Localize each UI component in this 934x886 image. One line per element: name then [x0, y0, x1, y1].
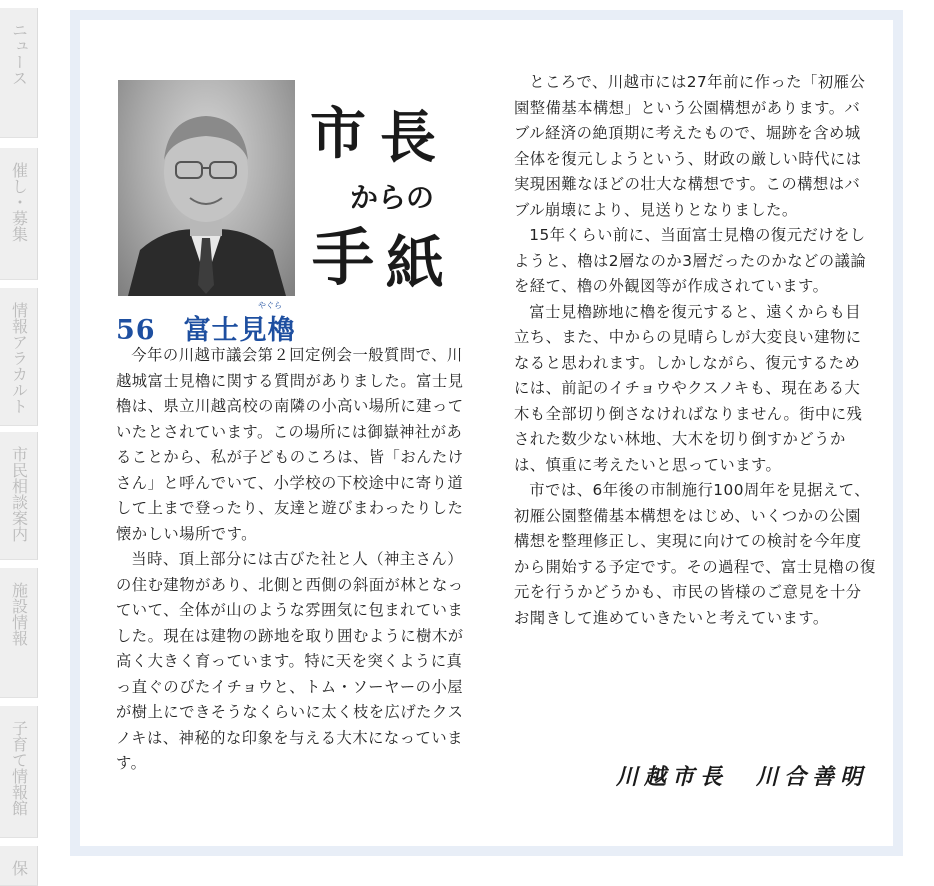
title-char-te: 手 — [312, 221, 375, 294]
title-char-cho: 長 — [380, 105, 436, 171]
tab-info-alacarte[interactable] — [0, 288, 38, 426]
tab-health-label: 保 — [9, 860, 29, 876]
tab-consultation[interactable] — [0, 432, 38, 560]
left-column-text — [116, 343, 472, 777]
paragraph: ところで、川越市には27年前に作った「初雁公園整備基本構想」という公園構想があります。バブル経済の絶頂期に考えたもので、堀跡を含め城全体を復元しようという、財政の厳しい時代には実現困難なほどの壮大な構想です。この構想はバブル崩壊により、見送りとなりました。 — [514, 73, 866, 219]
tab-health[interactable] — [0, 846, 38, 886]
tab-events-label: 催し・募集 — [9, 162, 29, 242]
tab-consultation-label: 市民相談案内 — [9, 446, 29, 542]
article-panel — [80, 20, 893, 846]
title-char-kara: からの — [350, 181, 435, 214]
title-ruby: やぐら — [258, 301, 282, 310]
tab-facilities-label: 施設情報 — [9, 582, 29, 646]
tab-news-label: ニュース — [9, 22, 29, 86]
title-calligraphy — [308, 90, 468, 297]
article-frame — [70, 10, 903, 856]
tab-news[interactable] — [0, 8, 38, 138]
tab-childcare[interactable] — [0, 706, 38, 838]
tab-childcare-label: 子育て情報館 — [9, 720, 29, 816]
paragraph: 当時、頂上部分には古びた社と人（神主さん）の住む建物があり、北側と西側の斜面が林となっていて、全体が山のような雰囲気に包まれていました。現在は建物の跡地を取り囲むように樹木が高く大きく育っています。特に天を突くように真っ直ぐのびたイチョウと、トム・ソーヤーの小屋が樹上にできそうなくらいに太く枝を広げたクスノキは、神秘的な印象を与える大木になっています。 — [116, 550, 464, 772]
title-char-shi: 市 — [310, 101, 366, 167]
tab-facilities[interactable] — [0, 568, 38, 698]
right-column-text — [514, 70, 876, 631]
mayor-signature: 川越市長 川合善明 — [615, 764, 868, 790]
paragraph: 富士見櫓跡地に櫓を復元すると、遠くからも目立ち、また、中からの見晴らしが大変良い建物になると思われます。しかしながら、復元するためには、前記のイチョウやクスノキも、現在ある大木も全部切り倒さなければなりません。街中に残された数少ない林地、大木を切り倒すかどうかは、慎重に考えたいと思っています。 — [514, 302, 863, 474]
tab-events[interactable] — [0, 148, 38, 280]
paragraph: 今年の川越市議会第２回定例会一般質問で、川越城富士見櫓に関する質問がありました。富士見櫓は、県立川越高校の南隣の小高い場所に建っていたとされています。この場所には御嶽神社があることから、私が子どものころは、皆「おんたけさん」と呼んでいて、小学校の下校途中に寄り道して上まで登ったり、友達と遊びまわったりした懐かしい場所です。 — [116, 346, 464, 543]
tab-info-alacarte-label: 情報アラカルト — [9, 302, 29, 414]
mayor-photo — [118, 80, 295, 296]
side-navigation — [0, 0, 38, 886]
paragraph: 15年くらい前に、当面富士見櫓の復元だけをしようと、櫓は2層なのか3層だったのかなどの議論を経て、櫓の外観図等が作成されています。 — [514, 226, 867, 295]
title-char-kami: 紙 — [386, 229, 445, 297]
column-title: 56 富士見櫓 — [116, 315, 296, 346]
paragraph: 市では、6年後の市制施行100周年を見据えて、初雁公園整備基本構想をはじめ、いくつかの公園構想を整理修正し、実現に向けての検討を今年度から開始する予定です。その過程で、富士見櫓の復元を行うかどうかも、市民の皆様のご意見を十分お聞きして進めていきたいと考えています。 — [514, 481, 876, 627]
